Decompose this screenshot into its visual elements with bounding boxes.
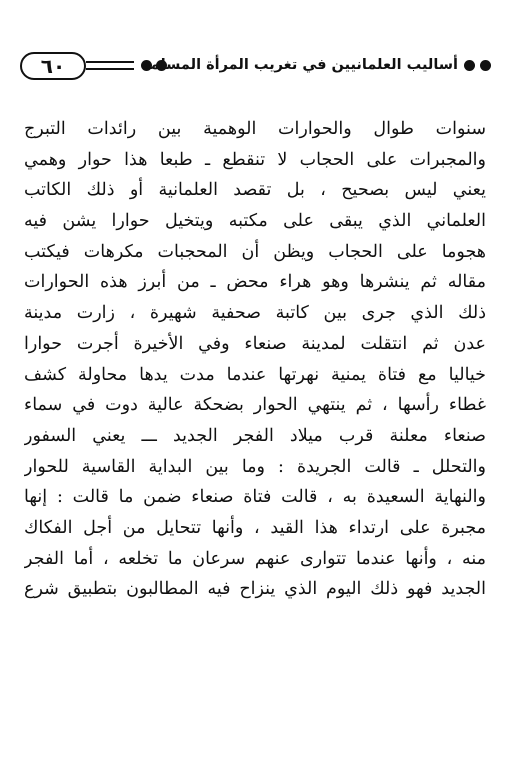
header-double-rule — [86, 61, 134, 70]
page-header — [20, 48, 492, 88]
text-line: والتحلل ـ قالت الجريدة : وما بين البداية القاسية للحوار — [24, 456, 486, 477]
text-line: منه ، وأنها عندما تتوارى عنهم سرعان ما تخلعه ، أما الفجر — [24, 548, 486, 569]
text-line: هجوما على الحجاب ويظن أن المحجبات مكرهات فيكتب — [24, 241, 486, 262]
page-number-badge: ٦٠ — [20, 52, 86, 80]
text-line: الجديد فهو ذلك اليوم الذي ينزاح فيه المطالبون بتطبيق شرع — [24, 579, 486, 600]
text-line: مقاله ثم ينشرها وهو هراء محض ـ من أبرز هذه الحوارات — [24, 272, 486, 293]
body-text — [24, 114, 486, 605]
text-line: سنوات طوال والحوارات الوهمية بين رائدات التبرج — [24, 119, 486, 139]
running-title: أساليب العلمانيين في تغريب المرأة المسلمة — [141, 57, 458, 73]
text-line: يعني ليس بصحيح ، بل تقصد العلمانية أو ذلك الكاتب — [24, 180, 486, 201]
text-line: غطاء رأسها ، ثم ينتهي الحوار بضحكة عالية دوت في سماء — [24, 395, 486, 416]
text-line: العلماني الذي يبقى على مكتبه ويتخيل حوارا يشن فيه — [24, 211, 486, 232]
text-line: صنعاء معلنة قرب ميلاد الفجر الجديد ـــ يعني السفور — [24, 425, 486, 446]
text-line: والمجبرات على الحجاب لا تنقطع ـ طبعا هذا حوار وهمي — [24, 149, 486, 170]
text-line: مجبرة على ارتداء هذا القيد ، وأنها تتحايل من أجل الفكاك — [24, 517, 486, 538]
text-line: والنهاية السعيدة به ، قالت فتاة صنعاء ضمن ما قالت : إنها — [24, 487, 486, 508]
ornament-dot — [480, 60, 491, 71]
ornament-dot — [464, 60, 475, 71]
text-line: عدن ثم انتقلت لمدينة صنعاء وفي الأخيرة أجرت حوارا — [24, 333, 486, 354]
text-line: ذلك الذي جرى بين كاتبة صحفية شهيرة ، زارت مدينة — [24, 303, 486, 324]
text-line: خياليا مع فتاة يمنية نهرتها عندما مدت يدها محاولة كشف — [24, 364, 486, 385]
